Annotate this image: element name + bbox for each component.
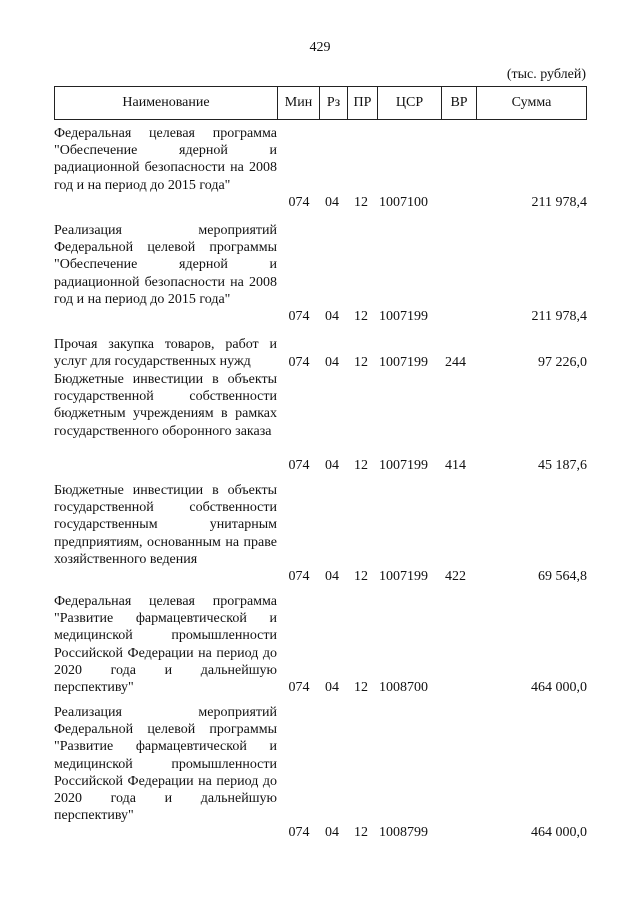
header-pr: ПР: [348, 87, 378, 119]
row-name: Реализация мероприятий Федеральной целевой программы "Обеспечение ядерной и радиационной безопасности на 2008 год и на период до 2015 года": [54, 223, 277, 307]
row-csr: 1007199: [379, 355, 428, 370]
row-rz: 04: [325, 309, 339, 324]
row-csr: 1007199: [379, 458, 428, 473]
row-rz: 04: [325, 680, 339, 695]
row-rz: 04: [325, 569, 339, 584]
row-sum: 69 564,8: [538, 569, 587, 584]
row-pr: 12: [354, 355, 368, 370]
page-number: 429: [309, 40, 331, 55]
table-row: [54, 593, 587, 696]
header-min: Мин: [278, 87, 320, 119]
row-pr: 12: [354, 825, 368, 840]
table-row: [54, 336, 587, 371]
row-sum: 45 187,6: [538, 458, 587, 473]
row-min: 074: [288, 458, 310, 473]
row-csr: 1008799: [379, 825, 428, 840]
row-csr: 1008700: [379, 680, 428, 695]
row-vr: 244: [445, 355, 466, 370]
row-sum: 211 978,4: [531, 309, 587, 324]
header-csr: ЦСР: [378, 87, 442, 119]
row-pr: 12: [354, 569, 368, 584]
row-name: Бюджетные инвестиции в объекты государственной собственности бюджетным учреждениям в рамках государственного оборонного заказа: [54, 372, 277, 439]
row-min: 074: [288, 825, 310, 840]
row-name: Бюджетные инвестиции в объекты государственной собственности государственным унитарным предприятиям, основанным на праве хозяйственного ведения: [54, 483, 277, 567]
row-vr: 422: [445, 569, 466, 584]
row-pr: 12: [354, 680, 368, 695]
row-csr: 1007199: [379, 309, 428, 324]
row-sum: 97 226,0: [538, 355, 587, 370]
table-row: [54, 222, 587, 325]
table-row: [54, 125, 587, 211]
row-min: 074: [288, 195, 310, 210]
row-pr: 12: [354, 195, 368, 210]
row-sum: 211 978,4: [531, 195, 587, 210]
row-pr: 12: [354, 309, 368, 324]
row-min: 074: [288, 309, 310, 324]
row-rz: 04: [325, 195, 339, 210]
header-name: Наименование: [55, 87, 278, 119]
row-rz: 04: [325, 458, 339, 473]
row-min: 074: [288, 680, 310, 695]
row-min: 074: [288, 569, 310, 584]
row-vr: 414: [445, 458, 466, 473]
row-sum: 464 000,0: [531, 825, 587, 840]
table-row: [54, 704, 587, 841]
row-name: Федеральная целевая программа "Обеспечение ядерной и радиационной безопасности на 2008 год и на период до 2015 года": [54, 126, 277, 193]
table-row: [54, 482, 587, 585]
row-name: Реализация мероприятий Федеральной целевой программы "Развитие фармацевтической и медицинской промышленности Российской Федерации на период до 2020 года и дальнейшую перспективу": [54, 705, 277, 824]
row-csr: 1007199: [379, 569, 428, 584]
header-rz: Рз: [320, 87, 348, 119]
row-rz: 04: [325, 825, 339, 840]
table-row: [54, 371, 587, 474]
units-label: (тыс. рублей): [506, 67, 586, 82]
row-csr: 1007100: [379, 195, 428, 210]
row-min: 074: [288, 355, 310, 370]
row-name: Прочая закупка товаров, работ и услуг для государственных нужд: [54, 337, 277, 370]
header-sum: Сумма: [511, 95, 552, 110]
row-sum: 464 000,0: [531, 680, 587, 695]
row-rz: 04: [325, 355, 339, 370]
table-header: [54, 86, 587, 120]
header-vr: ВР: [442, 87, 477, 119]
row-name: Федеральная целевая программа "Развитие фармацевтической и медицинской промышленности Российской Федерации на период до 2020 года и дальнейшую перспективу": [54, 594, 277, 696]
budget-table: [54, 86, 587, 840]
row-pr: 12: [354, 458, 368, 473]
